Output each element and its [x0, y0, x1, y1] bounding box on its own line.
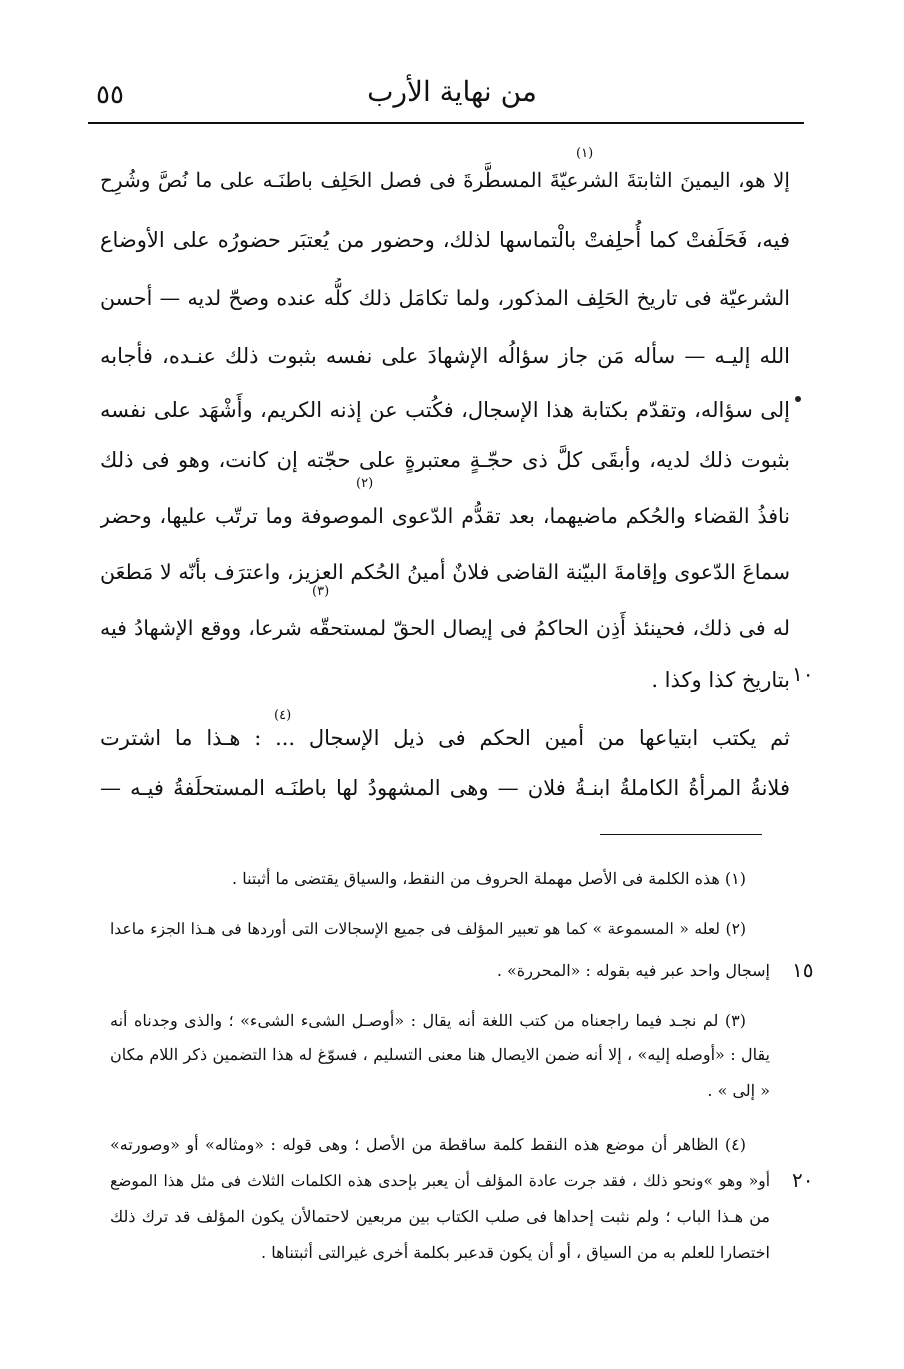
margin-number-20: ٢٠: [792, 1168, 814, 1192]
body-paragraph-1: [100, 160, 790, 700]
text-line: سماعَ الدّعوى وإقامةَ البيّنة القاضى فلانٌ أمينُ الحُكم العزيز، واعترَف بأنّه لا مَطعَن: [100, 560, 790, 584]
footnote-1: (١) هذه الكلمة فى الأصل مهملة الحروف من النقط، والسياق يقتضى ما أثبتنا .: [232, 869, 746, 888]
footnote-rule: [600, 834, 762, 835]
margin-number-10: ١٠: [792, 662, 814, 686]
footnote-ref-4: (٤): [274, 708, 292, 723]
text-line: إلى سؤاله، وتقدّم بكتابة هذا الإسجال، فكُتب عن إذنه الكريم، وأَشْهَد على نفسه: [100, 398, 790, 422]
footnote-2-cont: إسجال واحد عبر فيه بقوله : «المحررة» .: [496, 961, 770, 980]
footnote-4-end: اختصارا للعلم به من السياق ، أو أن يكون قدعبر بكلمة أخرى غيرالتى أثبتناها .: [261, 1243, 770, 1262]
footnote-2: (٢) لعله « المسموعة » كما هو تعبير المؤلف فى جميع الإسجالات التى أوردها فى هـذا الجزء ماعدا: [110, 920, 746, 938]
page-number: ٥٥: [96, 80, 124, 110]
footnote-4: (٤) الظاهر أن موضع هذه النقط كلمة ساقطة من الأصل ؛ وهى قوله : «ومثاله» أو «وصورته»: [110, 1135, 746, 1154]
footnote-3: (٣) لم نجـد فيما راجعناه من كتب اللغة أنه يقال : «أوصـل الشىء الشىء» ؛ والذى وجدناه أنه: [110, 1011, 746, 1030]
header-rule: [88, 122, 804, 124]
running-head-title: من نهاية الأرب: [367, 75, 537, 108]
body-paragraph-2: [100, 718, 790, 818]
text-line: نافذُ القضاء والحُكم ماضيهما، بعد تقدُّم الدّعوى الموصوفة وما ترتّب عليها، وحضر: [100, 504, 790, 528]
text-line: بتاريخ كذا وكذا .: [651, 668, 790, 692]
margin-marker-5: [795, 396, 801, 402]
footnotes-block: [110, 862, 770, 1302]
footnote-ref-1: (١): [576, 146, 594, 161]
footnote-ref-2: (٢): [356, 476, 374, 491]
text-line: فيه، فَحَلَفتْ كما أُحلِفتْ بالْتماسها لذلك، وحضور من يُعتبَر حضورُه على الأوضاع: [100, 228, 790, 252]
text-line: فلانةُ المرأةُ الكاملةُ ابنـةُ فلان — وهى المشهودُ لها باطنَـه المستحلَفةُ فيـه —: [100, 776, 790, 800]
footnote-3-end: « إلى » .: [707, 1081, 770, 1100]
footnote-4-cont: أو« وهو »ونحو ذلك ، فقد جرت عادة المؤلف أن يعبر بإحدى هذه الكلمات الثلاث فى مثل هذا الموضع: [110, 1172, 770, 1190]
text-line: إلا هو، اليمينَ الثابتةَ الشرعيّةَ المسطَّرةَ فى فصل الحَلِف باطنَـه على ما نُصَّ وشُرِح: [100, 168, 790, 192]
text-line: بثبوت ذلك لديه، وأبقَى كلَّ ذى حجّـةٍ معتبرةٍ على حجّته إن كانت، وهو فى ذلك: [100, 448, 790, 472]
footnote-3-cont: يقال : «أوصله إليه» ، إلا أنه ضمن الايصال هنا معنى التسليم ، فسوّغ له هذا التضمين ذكر اللام مكان: [110, 1045, 770, 1064]
text-line: له فى ذلك، فحينئذ أَذِن الحاكمُ فى إيصال الحقّ لمستحقّه شرعا، ووقع الإشهادُ فيه: [100, 616, 790, 640]
footnote-ref-3: (٣): [312, 584, 330, 599]
footnote-4-cont: من هـذا الباب ؛ ولم نثبت إحداها فى صلب الكتاب بين مربعين لاحتمالأن يكون المؤلف قد ترك ذلك: [110, 1207, 770, 1226]
text-line: الشرعيّة فى تاريخ الحَلِف المذكور، ولما تكامَل ذلك كلُّه عنده وصحّ لديه — أحسن: [100, 286, 790, 310]
text-line: ثم يكتب ابتياعها من أمين الحكم فى ذيل الإسجال ... : هـذا ما اشترت: [100, 726, 790, 750]
margin-number-15: ١٥: [792, 958, 814, 982]
text-line: الله إليـه — سأله مَن جاز سؤالُه الإشهادَ على نفسه بثبوت ذلك عنـده، فأجابه: [100, 344, 790, 368]
